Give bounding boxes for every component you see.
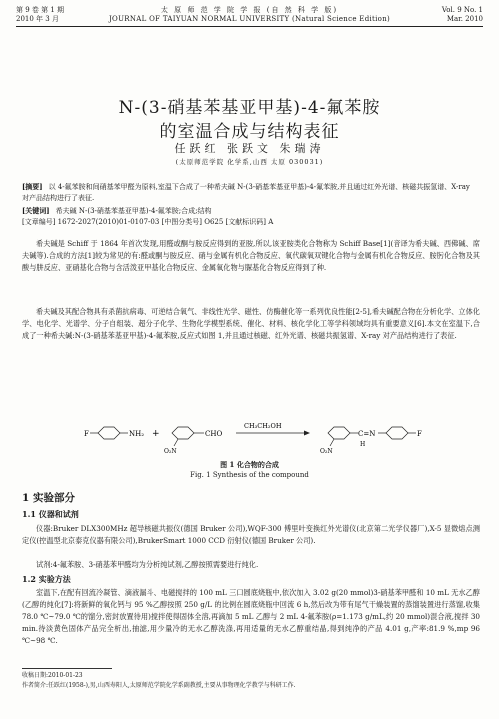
benzene-ring-4: [386, 427, 408, 439]
reaction-scheme: [22, 418, 478, 456]
title-line-2: 的室温合成与结构表征: [159, 122, 340, 142]
instruments-paragraph: 仪器:Bruker DLX300MHz 超导核磁共振仪(德国 Bruker 公司),WQF-300 傅里叶变换红外光谱仪(北京第二光学仪器厂),X-5 显微熔点测定仪(控温型北京泰克仪器有限公司),BrukerSmart 1000 CCD 衍射仪(德国 Bruker 公司).: [22, 524, 480, 545]
plus-sign: +: [152, 429, 160, 439]
nh2-label: NH₂: [129, 430, 145, 438]
imine-h-label: H: [360, 441, 366, 448]
title-line-1: N-(3-硝基苯基亚甲基)-4-氟苯胺: [118, 98, 381, 118]
received-date: 收稿日期:2010-01-23: [22, 672, 83, 679]
imine-label: C=N: [358, 430, 376, 438]
reaction-condition: CH₃CH₂OH: [244, 422, 282, 430]
authors: 任跃红 张跃文 朱瑞涛: [174, 142, 325, 155]
journal-title-cn: 太 原 师 范 学 院 学 报 (自 然 科 学 版): [160, 6, 339, 14]
no2-label-1: O₂N: [164, 448, 177, 455]
section-heading-1: 1 实验部分: [22, 492, 75, 504]
benzene-ring-1: [98, 427, 120, 439]
author-bio: 作者简介:任跃红(1958-),男,山西寿阳人,太原师范学院化学系副教授,主要从事物理化学教学与科研工作.: [22, 682, 296, 689]
journal-title-en: JOURNAL OF TAIYUAN NORMAL UNIVERSITY (Natural Science Edition): [108, 15, 391, 23]
footnote-rule: [22, 668, 112, 669]
benzene-ring-3: [328, 427, 350, 439]
affiliation: (太原师范学院 化学系,山西 太原 030031): [175, 158, 324, 166]
intro-paragraph-1: 希夫碱是 Schiff 于 1864 年首次发现,用醛或酮与胺反应得到的亚胺,所以,该亚胺类化合物称为 Schiff Base[1](音译为希夫碱、西佛碱、席夫碱等).合成的方法[1]较为常见的有:醛或酮与胺反应、硝与金属有机化合物反应、氧代碳氧双键化合物与金属有机化合物反应、胺肟化合物及其酸与肼反应、亚硝基化合物与含活泼亚甲基化合物反应、金属氧化物与脲基化合物反应得到了种.: [22, 239, 480, 272]
reagents-paragraph: 试剂:4-氟苯胺、3-硝基苯甲醛均为分析纯试剂,乙醇按照需要进行纯化.: [36, 560, 259, 569]
method-paragraph: 室温下,在配有回流冷凝管、滴液漏斗、电磁搅拌的 100 mL 三口圆底烧瓶中,依次加入 3.02 g(20 mmol)3-硝基苯甲醛和 10 mL 无水乙醇(乙醇的纯化[7]:将新鲜的氧化钙与 95 %乙醇按照 250 g/L 的比例在圆底烧瓶中回流 6 h,然后改为带有尾气干燥装置的蒸馏装置进行蒸馏,收集 78.0 ℃~79.0 ℃的馏分,密封放置待用)搅拌使得固体全溶,再滴加 5 mL 乙醇与 2 mL 4-氟苯胺(ρ=1.173 g/mL,约 20 mmol)混合液,搅拌 30 min.待淡黄色固体产品完全析出,抽滤,用少量冷的无水乙醇洗涤,再用适量的无水乙醇重结晶,得到纯净的产品 4.01 g,产率:81.9 %,mp 96 ℃~98 ℃.: [22, 588, 480, 645]
figure-caption-en: Fig. 1 Synthesis of the compound: [190, 471, 309, 479]
figure-caption-cn: 图 1 化合物的合成: [220, 460, 279, 469]
journal-header: [16, 6, 483, 24]
keywords: [22, 205, 478, 217]
issue-date: 2010 年 3 月: [16, 15, 59, 23]
subsection-1-1: 1.1 仪器和试剂: [22, 509, 79, 519]
benzene-ring-2: [172, 427, 194, 439]
volume-issue: 第 9 卷 第 1 期: [16, 6, 65, 14]
paper-title: [0, 96, 499, 144]
keywords-text: 希夫碱 N-(3-硝基苯基亚甲基)-4-氟苯胺;合成;结构: [55, 207, 212, 215]
keywords-label: [关键词]: [22, 206, 50, 215]
header-rule: [16, 26, 483, 27]
abstract-label: [摘要]: [22, 182, 43, 191]
abstract: [22, 181, 478, 204]
fluorine-label-1: F: [84, 430, 89, 438]
fluorine-label-2: F: [417, 430, 422, 438]
intro-paragraph-2: 希夫碱及其配合物具有杀菌抗病毒、可逆结合氧气、非线性光学、磁性、仿酶催化等一系列优良性能[2-5],希夫碱配合物在分析化学、立体化学、电化学、光谱学、分子自组装、超分子化学、生物化学模型系统、催化、材料、核化学化工等学科领域均具有重要意义[6].本文在室温下,合成了一种希夫碱:N-(3-硝基苯基亚甲基)-4-氟苯胺,反应式如图 1,并且通过核磁、红外光谱、核磁共振氢谱、X-ray 对产品结构进行了表征.: [22, 307, 480, 340]
abstract-text: 以 4-氟苯胺和间硝基苯甲醛为原料,室温下合成了一种希夫碱 N-(3-硝基苯基亚甲基)-4-氟苯胺,并且通过红外光谱、核磁共振氢谱、X-ray 对产品结构进行了表征.: [22, 183, 470, 202]
no2-label-2: O₂N: [320, 448, 333, 455]
subsection-1-2: 1.2 实验方法: [22, 574, 71, 584]
document-id: [文章编号] 1672-2027(2010)01-0107-03 [中图分类号] O625 [文献标识码] A: [22, 218, 274, 226]
issue-date-en: Mar. 2010: [446, 15, 483, 23]
cho-label: CHO: [205, 430, 223, 438]
volume-issue-en: Vol. 9 No. 1: [441, 6, 483, 14]
